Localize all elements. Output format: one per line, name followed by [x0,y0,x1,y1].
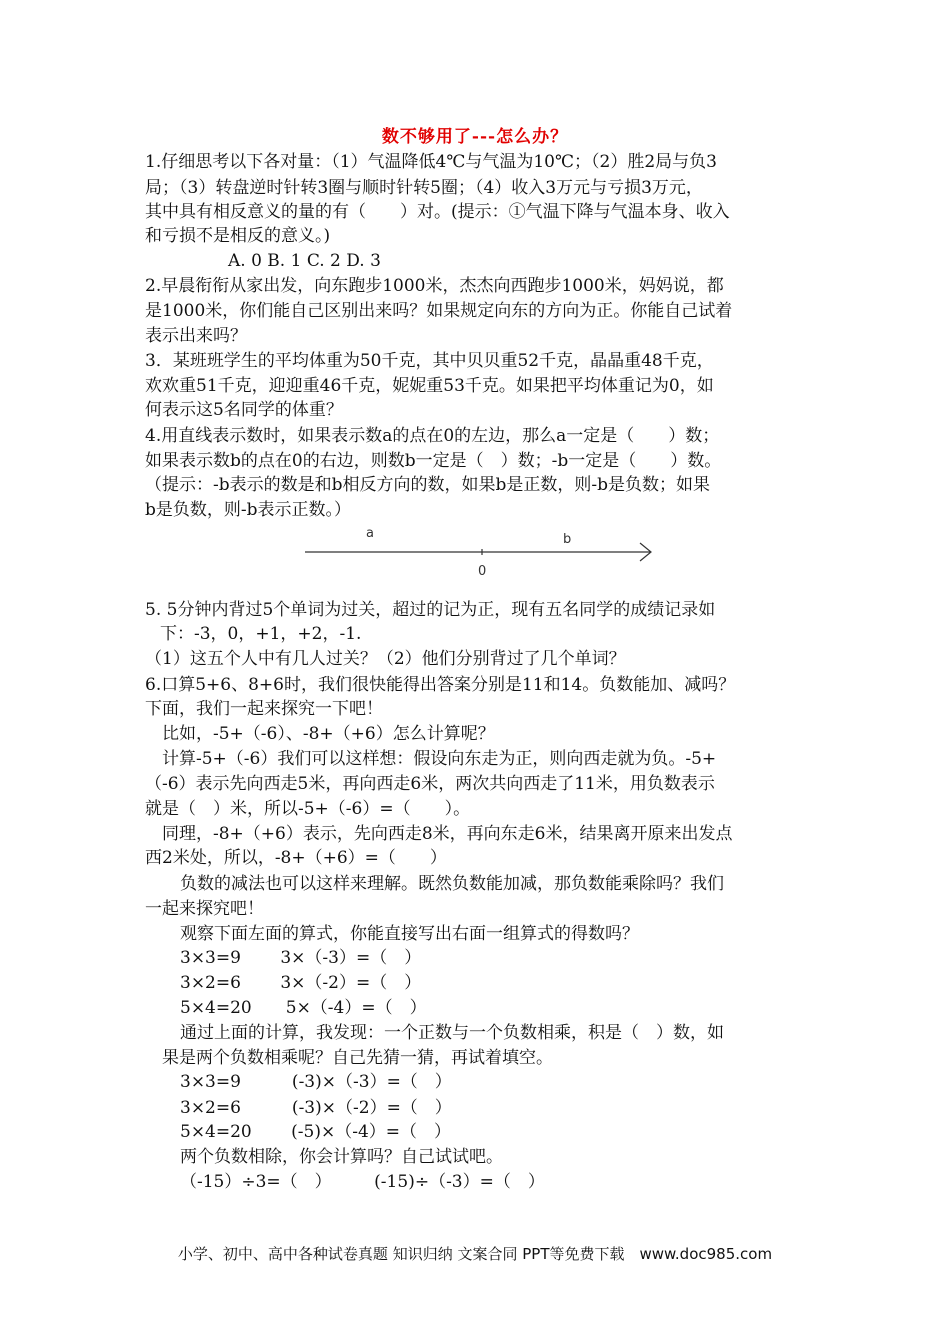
text-line: 和亏损不是相反的意义。) [145,226,331,246]
text-line: 两个负数相除，你会计算吗？自己试试吧。 [180,1147,503,1167]
equation-line: 3×3=9 (-3)×（-3）=（ ） [180,1072,452,1092]
text-line: 一起来探究吧！ [145,899,264,919]
text-line: 西2米处，所以，-8+（+6）=（ ） [145,848,447,868]
text-line: 6.口算5+6、8+6时，我们很快能得出答案分别是11和14。负数能加、减吗？ [145,675,736,695]
page-title: 数不够用了---怎么办？ [381,127,569,147]
text-line: 负数的减法也可以这样来理解。既然负数能加减，那负数能乘除吗？我们 [180,874,724,894]
equation-line: 5×4=20 (-5)×（-4）=（ ） [180,1122,452,1142]
text-line: 何表示这5名同学的体重？ [145,400,343,420]
equation-line: （-15）÷3=（ ） (-15)÷（-3）=（ ） [180,1172,545,1192]
text-line: 如果表示数b的点在0的右边，则数b一定是（ ）数；-b一定是（ ）数。 [145,451,722,471]
text-line: 同理，-8+（+6）表示，先向西走8米，再向东走6米，结果离开原来出发点 [162,824,733,844]
label-a: a [366,526,374,541]
page-footer: 小学、初中、高中各种试卷真题 知识归纳 文案合同 PPT等免费下载 www.doc985.com [177,1245,773,1263]
label-zero: 0 [478,564,487,579]
text-line: 1.仔细思考以下各对量：（1）气温降低4℃与气温为10℃；（2）胜2局与负3 [145,152,717,172]
text-line: 计算-5+（-6）我们可以这样想：假设向东走为正，则向西走就为负。-5+ [162,749,717,769]
equation-line: 3×3=9 3×（-3）=（ ） [180,948,422,968]
text-line: 表示出来吗？ [145,326,247,346]
number-line-figure [300,525,660,585]
text-line: 是1000米，你们能自己区别出来吗？如果规定向东的方向为正。你能自己试着 [145,301,733,321]
text-line: 5. 5分钟内背过5个单词为过关，超过的记为正，现有五名同学的成绩记录如 [145,600,716,620]
text-line: 比如，-5+（-6）、-8+（+6）怎么计算呢？ [162,724,495,744]
text-line: 欢欢重51千克，迎迎重46千克，妮妮重53千克。如果把平均体重记为0，如 [145,376,714,396]
equation-line: 5×4=20 5×（-4）=（ ） [180,998,427,1018]
text-line: 3．某班班学生的平均体重为50千克，其中贝贝重52千克，晶晶重48千克， [145,351,714,371]
text-line: 下面，我们一起来探究一下吧！ [145,699,383,719]
answer-options: A. 0 B. 1 C. 2 D. 3 [228,251,381,271]
equation-line: 3×2=6 3×（-2）=（ ） [180,973,422,993]
label-b: b [563,532,572,547]
text-line: 下：-3，0，+1，+2，-1. [160,624,362,644]
text-line: 就是（ ）米，所以-5+（-6）=（ ）。 [145,799,471,819]
text-line: 2.早晨衔衔从家出发，向东跑步1000米，杰杰向西跑步1000米，妈妈说，都 [145,276,724,296]
text-line: 观察下面左面的算式，你能直接写出右面一组算式的得数吗？ [180,924,639,944]
text-line: 其中具有相反意义的量的有（ ）对。(提示：①气温下降与气温本身、收入 [145,202,730,222]
text-line: （1）这五个人中有几人过关？（2）他们分别背过了几个单词？ [145,649,626,669]
text-line: 果是两个负数相乘呢？自己先猜一猜，再试着填空。 [162,1048,553,1068]
text-line: （提示：-b表示的数是和b相反方向的数，如果b是正数，则-b是负数；如果 [145,475,711,495]
text-line: 局；（3）转盘逆时针转3圈与顺时针转5圈；（4）收入3万元与亏损3万元， [145,178,703,198]
text-line: 通过上面的计算，我发现：一个正数与一个负数相乘，积是（ ）数，如 [180,1023,724,1043]
text-line: b是负数，则-b表示正数。） [145,500,352,520]
equation-line: 3×2=6 (-3)×（-2）=（ ） [180,1098,452,1118]
text-line: 4.用直线表示数时，如果表示数a的点在0的左边，那么a一定是（ ）数； [145,426,720,446]
text-line: （-6）表示先向西走5米，再向西走6米，两次共向西走了11米，用负数表示 [145,774,715,794]
